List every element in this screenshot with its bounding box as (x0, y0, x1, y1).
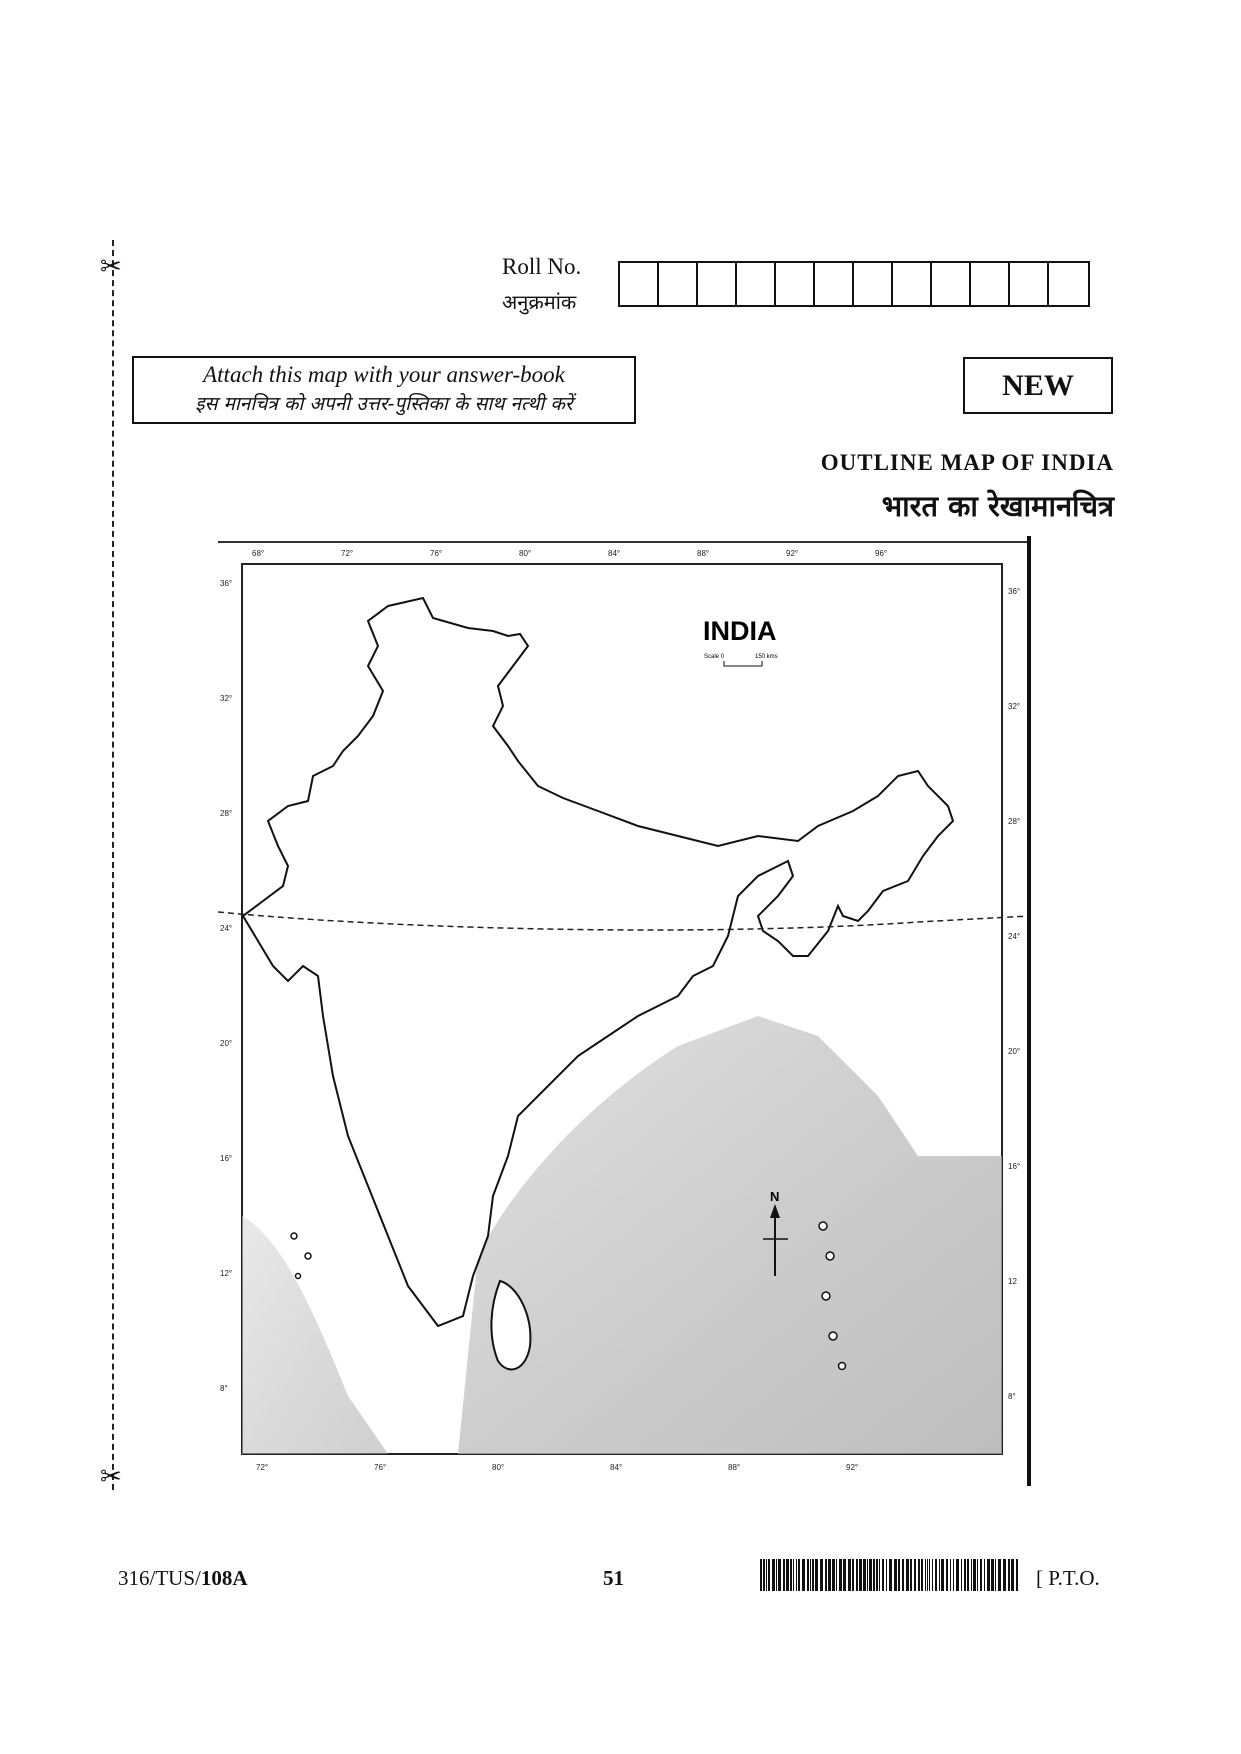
latitude-label: 20° (220, 1039, 233, 1048)
map-scale-label: Scale 0 (704, 654, 725, 660)
longitude-label: 80° (492, 1463, 505, 1472)
longitude-label: 72° (256, 1463, 269, 1472)
roll-number-box[interactable] (893, 263, 932, 305)
scissors-icon: ✂ (100, 252, 122, 282)
latitude-label: 16° (1008, 1162, 1021, 1171)
outline-map (218, 536, 1029, 1486)
roll-number-box[interactable] (932, 263, 971, 305)
latitude-label: 28° (1008, 817, 1021, 826)
longitude-label: 68° (252, 549, 265, 558)
roll-number-box[interactable] (1049, 263, 1088, 305)
latitude-label: 24° (1008, 932, 1021, 941)
map-title: OUTLINE MAP OF INDIA (820, 450, 1114, 475)
map-right-rule (1027, 536, 1031, 1486)
page-number: 51 (603, 1566, 624, 1590)
attach-instruction-hindi: इस मानचित्र को अपनी उत्तर-पुस्तिका के साथ नत्थी करें (195, 393, 573, 415)
latitude-label: 32° (220, 694, 233, 703)
latitude-label: 8° (220, 1384, 228, 1393)
new-badge: NEW (963, 357, 1113, 414)
roll-number-box[interactable] (854, 263, 893, 305)
longitude-label: 84° (608, 549, 621, 558)
longitude-label: 92° (786, 549, 799, 558)
roll-number-boxes[interactable] (618, 261, 1090, 307)
longitude-label: 92° (846, 1463, 859, 1472)
longitude-label: 80° (519, 549, 532, 558)
roll-number-label-hindi: अनुक्रमांक (502, 290, 577, 314)
roll-number-box[interactable] (620, 263, 659, 305)
longitude-label: 84° (610, 1463, 623, 1472)
roll-number-label: Roll No. (502, 254, 582, 279)
scissors-icon: ✂ (100, 1462, 122, 1492)
longitude-label: 76° (374, 1463, 387, 1472)
longitude-label: 76° (430, 549, 443, 558)
latitude-label: 20° (1008, 1047, 1021, 1056)
roll-number-box[interactable] (1010, 263, 1049, 305)
longitude-label: 88° (728, 1463, 741, 1472)
roll-number-box[interactable] (698, 263, 737, 305)
map-scale-value: 150 kms (755, 654, 778, 660)
attach-instruction-english: Attach this map with your answer-book (203, 362, 565, 387)
barcode (760, 1559, 1018, 1591)
latitude-label: 24° (220, 924, 233, 933)
longitude-label: 72° (341, 549, 354, 558)
latitude-label: 36° (1008, 587, 1021, 596)
latitude-label: 12° (220, 1269, 233, 1278)
longitude-label: 96° (875, 549, 888, 558)
roll-number-box[interactable] (776, 263, 815, 305)
cut-line (112, 240, 114, 1490)
latitude-label: 16° (220, 1154, 233, 1163)
latitude-label: 28° (220, 809, 233, 818)
latitude-label: 8° (1008, 1392, 1016, 1401)
map-title-hindi: भारत का रेखामानचित्र (881, 489, 1114, 523)
north-label: N (770, 1189, 780, 1204)
roll-number-box[interactable] (737, 263, 776, 305)
pto-label: [ P.T.O. (1036, 1566, 1100, 1590)
roll-number-box[interactable] (659, 263, 698, 305)
longitude-label: 88° (697, 549, 710, 558)
roll-number-box[interactable] (971, 263, 1010, 305)
attach-instruction-box (132, 356, 636, 424)
paper-code: 316/TUS/108A (118, 1566, 248, 1590)
roll-number-box[interactable] (815, 263, 854, 305)
latitude-label: 32° (1008, 702, 1021, 711)
map-country-label: INDIA (703, 616, 777, 646)
latitude-label: 36° (220, 579, 233, 588)
latitude-label: 12 (1008, 1277, 1017, 1286)
